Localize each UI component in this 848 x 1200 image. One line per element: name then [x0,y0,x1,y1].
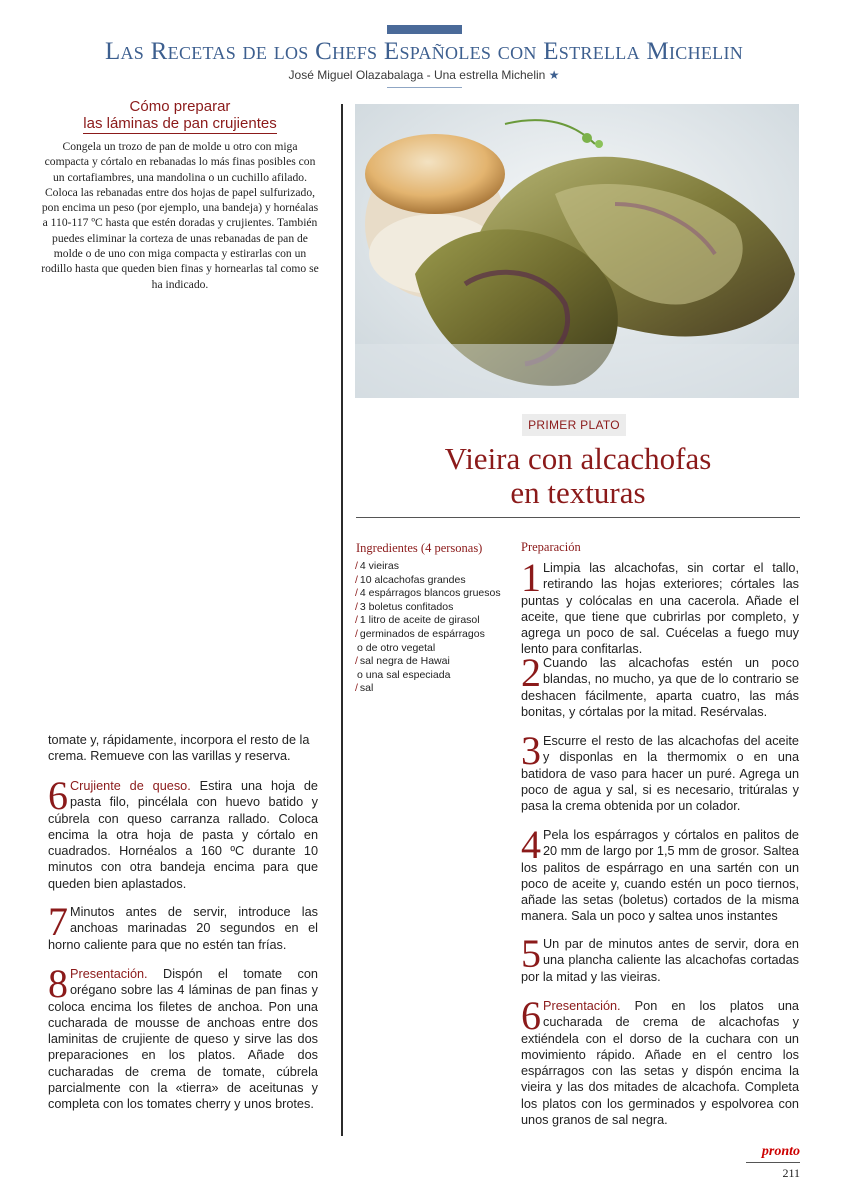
ingredient-item: / 1 litro de aceite de girasol [355,614,480,627]
ingredient-item: / 4 espárragos blancos gruesos [355,587,501,600]
footer-rule [746,1162,800,1163]
ingredients-list [355,560,515,696]
dish-title-line1: Vieira con alcachofas [444,441,712,476]
ingredient-item: / germinados de espárragos [355,627,485,640]
prep-step: 7 Minutos antes de servir, introduce las anchoas marinadas 20 segundos en el horno caliente para que no estén tan frías. [48,899,318,952]
continuation-text: tomate y, rápidamente, incorpora el resto de la crema. Remueve con las varillas y reserva. [48,733,310,764]
series-title: Las Recetas de los Chefs Españoles con Estrella Michelin [104,38,744,65]
michelin-star-icon: ★ [548,68,560,82]
prep-step: 6 Presentación. Pon en los platos una cucharada de crema de alcachofas y extiéndela con el dorso de la cuchara con un movimiento rápido. Añade en el centro los espárragos con las setas y dispón encima la vieira y las dos mitades de alcachofa. Completa los platos con los germinados y espolvorea con unos granos de sal negra. [521,993,799,1128]
dish-title-line2: en texturas [510,475,646,510]
ingredient-item: o una sal especiada [357,668,451,681]
ingredient-item: / 4 vieiras [355,560,400,572]
sidebar-title-line1: Cómo preparar [129,98,231,115]
column-divider [341,104,343,1136]
chef-subtitle [0,68,848,82]
dish-photo-illustration [355,104,799,398]
sidebar-title-line2: las láminas de pan crujientes [83,115,277,132]
prep-step: 3 Escurre el resto de las alcachofas del aceite y disponlas en la thermomix o en una batidora de vaso para hacer un puré. Agrega un poco de agua y sal, si es necesario, tritúralas y pasa la crema obtenida por un colador. [521,728,799,814]
prep-step: 2 Cuando las alcachofas estén un poco blandas, no mucho, ya que de lo contrario se deshacen fácilmente, aparta cuatro, las más bonitas, y córtalas por la mitad. Resérvalas. [521,650,799,719]
ingredient-item: / 10 alcachofas grandes [355,573,466,586]
ingredient-item: / sal [355,682,374,695]
prep-step: 5 Un par de minutos antes de servir, dora en una plancha caliente las alcachofas cortadas por la mitad y las vieiras. [521,931,799,984]
prep-step: 4 Pela los espárragos y córtalos en palitos de 20 mm de largo por 1,5 mm de grosor. Saltea los palitos de espárrago en una sartén con un poco de aceite y, cuando estén un poco tiernos, añade las setas (boletus) cortados de la misma manera. Sala un poco y saltea unos instantes [521,822,799,924]
ingredient-item: / 3 boletus confitados [355,600,454,613]
dish-photo [355,104,799,398]
header-rule [387,87,462,88]
prep-step: 8 Presentación. Dispón el tomate con orégano sobre las 4 láminas de pan finas y coloca encima los filetes de anchoa. Pon una cucharada de mousse de anchoas entre dos laminitas de crujiente de queso y sirve las dos preparaciones en los platos. Añade dos cucharadas de crema de tomate, cúbrela parcialmente con la «tierra» de aceitunas y completa con los tomates cherry y unos brotes. [48,961,318,1112]
ingredient-item: o de otro vegetal [357,641,436,654]
header-decor-bar [387,25,462,34]
ingredient-item: / sal negra de Hawai [355,655,450,668]
prep-step: 1 Limpia las alcachofas, sin cortar el tallo, retirando las hojas exteriores; córtales las puntas y colócalas en una cacerola. Añade el aceite, que tiene que cubrirlas por completo, y agrega un poco de sal. Cuécelas a fuego muy lento para confitarlas. [521,555,799,657]
prep-step: 6 Crujiente de queso. Estira una hoja de pasta filo, pincélala con huevo batido y cúbrela con queso carranza rallado. Coloca encima la otra hoja de pasta y córtalo en cuadrados. Hornéalos a 160 ºC durante 10 minutos con otra bandeja encima para que queden bien aplastados. [48,773,318,891]
page-number: 211 [782,1166,800,1180]
sidebar-title [40,98,320,134]
magazine-logo: pronto [761,1144,800,1159]
course-badge: PRIMER PLATO [522,414,626,436]
preparation-heading: Preparación [521,540,581,554]
sidebar-text: Congela un trozo de pan de molde u otro con miga compacta y córtalo en rebanadas lo más finas posibles con un cortafiambres, una mandolina o un cuchillo afilado. Coloca las rebanadas entre dos hojas de papel sulfurizado, pon encima un peso (por ejemplo, una bandeja) y hornéalas a 110-117 ºC hasta que estén doradas y crujientes. También puedes eliminar la corteza de unas rebanadas de pan de molde o de uno con miga compacta y estirarlas con un rodillo hasta que queden bien finas y hornearlas tal como se ha indicado. [41,140,319,291]
dish-title [356,442,800,510]
title-rule [356,517,800,518]
ingredients-heading: Ingredientes (4 personas) [356,541,483,555]
chef-name: José Miguel Olazabalaga - Una estrella Michelin [288,68,546,82]
